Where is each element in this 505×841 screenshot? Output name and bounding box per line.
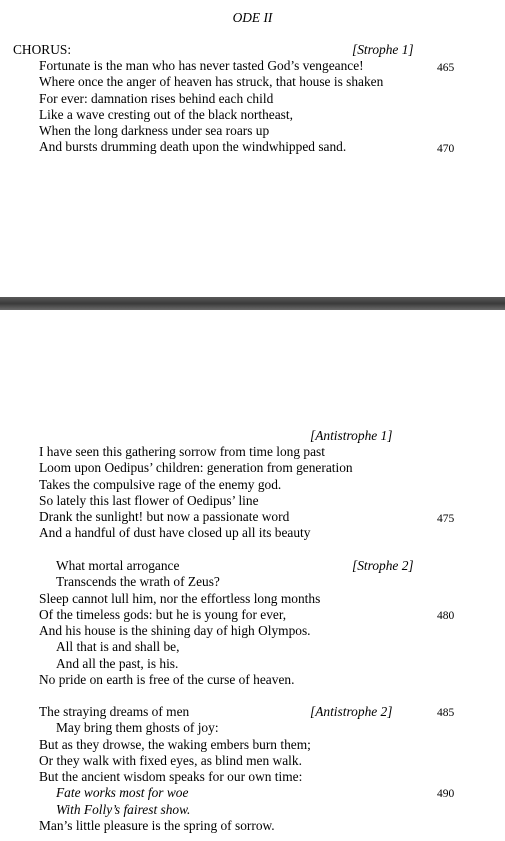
- verse-line: With Folly’s fairest show.: [56, 801, 191, 817]
- strophe-2-stanza: [39, 558, 320, 688]
- verse-line: Transcends the wrath of Zeus?: [56, 574, 220, 590]
- verse-line: So lately this last flower of Oedipus’ line: [39, 492, 259, 508]
- antistrophe-1-stanza: [39, 444, 353, 542]
- line-number: 490: [437, 788, 455, 800]
- verse-line: And bursts drumming death upon the windwhipped sand.: [39, 139, 347, 155]
- antistrophe-1-marker: [Antistrophe 1]: [310, 428, 393, 443]
- antistrophe-2-marker: [Antistrophe 2]: [310, 704, 393, 719]
- verse-line: Fortunate is the man who has never tasted God’s vengeance!: [39, 58, 364, 73]
- page-divider: [0, 297, 505, 310]
- verse-line: No pride on earth is free of the curse of heaven.: [39, 672, 295, 688]
- verse-line: Takes the compulsive rage of the enemy god.: [39, 476, 282, 492]
- verse-line: But as they drowse, the waking embers burn them;: [39, 736, 311, 752]
- verse-line: For ever: damnation rises behind each child: [39, 90, 274, 106]
- strophe-2-marker: [Strophe 2]: [352, 558, 414, 573]
- line-number: 475: [437, 513, 455, 525]
- line-number: 485: [437, 707, 455, 719]
- verse-line: Where once the anger of heaven has struck, that house is shaken: [39, 74, 384, 90]
- verse-line: May bring them ghosts of joy:: [56, 720, 219, 736]
- verse-line: And all the past, is his.: [56, 655, 179, 671]
- line-number: 470: [437, 143, 455, 155]
- strophe-1-stanza: [39, 58, 383, 156]
- verse-line: The straying dreams of men: [39, 704, 190, 719]
- verse-line: And his house is the shining day of high Olympos.: [39, 623, 311, 639]
- verse-line: Like a wave cresting out of the black northeast,: [39, 106, 293, 122]
- verse-line: Or they walk with fixed eyes, as blind men walk.: [39, 752, 302, 768]
- verse-line: And a handful of dust have closed up all its beauty: [39, 525, 311, 541]
- verse-line: Loom upon Oedipus’ children: generation from generation: [39, 460, 353, 476]
- verse-line: Man’s little pleasure is the spring of sorrow.: [39, 818, 275, 834]
- verse-line: Fate works most for woe: [56, 785, 189, 801]
- verse-line: What mortal arrogance: [56, 558, 180, 573]
- verse-line: But the ancient wisdom speaks for our own time:: [39, 769, 303, 785]
- verse-line: I have seen this gathering sorrow from time long past: [39, 444, 325, 459]
- strophe-1-marker: [Strophe 1]: [352, 42, 414, 57]
- antistrophe-2-stanza: [39, 704, 311, 834]
- verse-line: All that is and shall be,: [56, 639, 180, 655]
- line-number: 480: [437, 610, 455, 622]
- line-number: 465: [437, 62, 455, 74]
- verse-line: Drank the sunlight! but now a passionate word: [39, 509, 290, 525]
- verse-line: Of the timeless gods: but he is young for ever,: [39, 606, 287, 622]
- speaker-label: CHORUS:: [13, 42, 72, 57]
- verse-line: When the long darkness under sea roars up: [39, 123, 270, 139]
- verse-line: Sleep cannot lull him, nor the effortless long months: [39, 590, 321, 606]
- ode-title: ODE II: [232, 10, 273, 25]
